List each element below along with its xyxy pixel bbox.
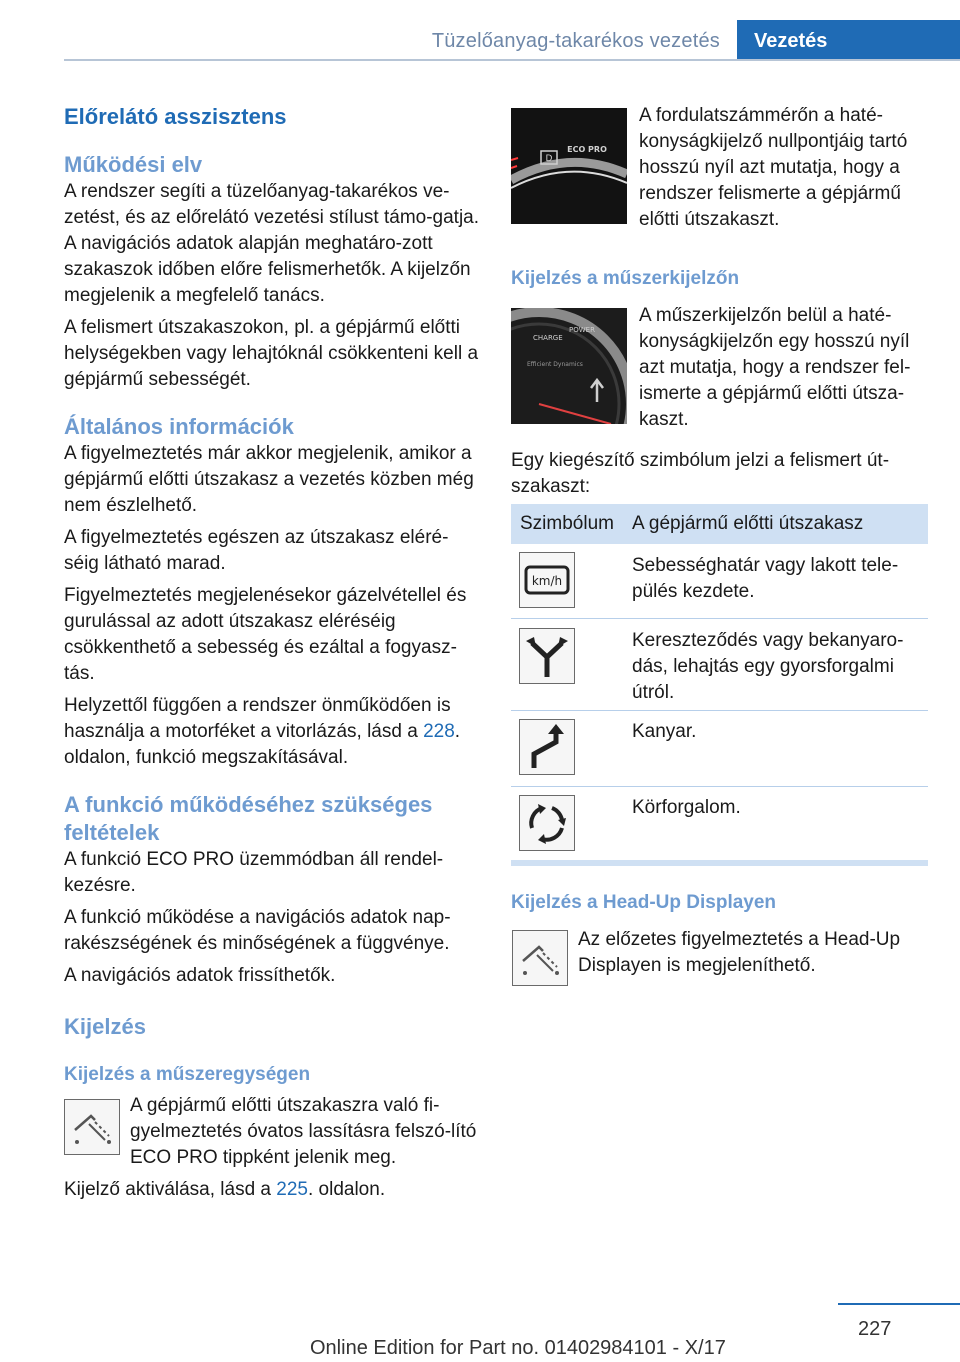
hud-text: Az előzetes figyelmeztetés a Head-Up Displayen is megjeleníthető. bbox=[578, 929, 901, 976]
table-divider bbox=[511, 710, 928, 711]
gauge-efficient-label: Efficient Dynamics bbox=[527, 361, 583, 368]
text: . oldalon. bbox=[307, 1179, 386, 1200]
speed-limit-icon-label: km/h bbox=[531, 574, 563, 588]
gauge-charge-label: CHARGE bbox=[533, 334, 563, 342]
heading-hud: Kijelzés a Head-Up Displayen bbox=[511, 892, 777, 913]
roundabout-icon bbox=[519, 795, 575, 851]
paragraph bbox=[64, 693, 481, 771]
paragraph: A funkció működése a navigációs adatok nap-rakészségének és minőségének a függvénye. bbox=[64, 907, 451, 954]
paragraph: A gépjármű előtti útszakaszra való fi-gyelmeztetés óvatos lassításra felszó-lító ECO PRO tippként jelenik meg. bbox=[130, 1095, 477, 1168]
curve-icon bbox=[519, 719, 575, 775]
eco-pro-tip-icon bbox=[512, 930, 568, 986]
heading-instrument: Kijelzés a műszerkijelzőn bbox=[511, 268, 740, 289]
symbol-intro: Egy kiegészítő szimbólum jelzi a felismert út-szakaszt: bbox=[511, 450, 890, 497]
paragraph: Figyelmeztetés megjelenésekor gázelvétellel és gurulással az adott útszakasz eléréséig csökkenthető a sebesség és ezáltal a fogyasz-tás. bbox=[64, 585, 467, 684]
table-cell: Sebességhatár vagy lakott tele-pülés kezdete. bbox=[632, 555, 899, 602]
table-cell: Kanyar. bbox=[632, 721, 697, 742]
section-title: Előrelátó asszisztens bbox=[64, 104, 287, 129]
table-col-symbol: Szimbólum bbox=[520, 513, 614, 534]
gauge-power-label: POWER bbox=[569, 326, 595, 334]
text: Helyzettől függően a rendszer önműködően is használja a motorféket a vitorlázás, lásd a bbox=[64, 695, 451, 742]
heading-conditions: A funkció működéséhez szükséges feltételek bbox=[64, 792, 433, 845]
instrument-gauge-photo bbox=[511, 308, 627, 424]
table-divider bbox=[511, 618, 928, 619]
tachometer-photo bbox=[511, 108, 627, 224]
left-column bbox=[64, 103, 481, 1209]
text: . oldalon, funkció megszakításával. bbox=[64, 721, 461, 768]
speed-limit-icon bbox=[519, 552, 575, 608]
heading-principle: Működési elv bbox=[64, 152, 203, 177]
header-rule bbox=[64, 59, 960, 61]
footer-rule bbox=[838, 1303, 960, 1305]
page-number: 227 bbox=[858, 1318, 892, 1340]
table-cell: Körforgalom. bbox=[632, 797, 741, 818]
heading-general: Általános információk bbox=[64, 414, 294, 439]
table-header bbox=[511, 504, 928, 544]
paragraph: A navigációs adatok frissíthetők. bbox=[64, 965, 336, 986]
page-link[interactable]: 228 bbox=[423, 721, 455, 742]
table-cell: Kereszteződés vagy bekanyaro-dás, lehajtás egy gyorsforgalmi útról. bbox=[632, 630, 904, 703]
paragraph: A funkció ECO PRO üzemmódban áll rendel-kezésre. bbox=[64, 849, 444, 896]
running-header-section: Tüzelőanyag-takarékos vezetés bbox=[431, 30, 720, 52]
paragraph bbox=[64, 1177, 481, 1203]
instrument-text: A műszerkijelzőn belül a haté-konyságkijelzőn egy hosszú nyíl azt mutatja, hogy a rendszer fel-ismerte a gépjármű előtti útsza-kaszt. bbox=[639, 305, 911, 430]
cluster-block bbox=[64, 1093, 481, 1171]
tacho-text: A fordulatszámmérőn a haté-konyságkijelző nullpontjáig tartó hosszú nyíl azt mutatja, hogy a rendszer felismerte a gépjármű előtti útszakaszt. bbox=[639, 105, 908, 230]
edition-footer: Online Edition for Part no. 01402984101 - X/17 bbox=[310, 1337, 726, 1359]
gear-letter: D bbox=[545, 154, 553, 164]
chapter-tab-label: Vezetés bbox=[754, 30, 828, 52]
page-link[interactable]: 225 bbox=[276, 1179, 308, 1200]
table-col-section: A gépjármű előtti útszakasz bbox=[632, 513, 864, 534]
paragraph: A felismert útszakaszokon, pl. a gépjármű előtti helységekben vagy lehajtóknál csökkenteni kell a gépjármű sebességét. bbox=[64, 317, 479, 390]
eco-pro-label: ECO PRO bbox=[567, 145, 607, 154]
junction-icon bbox=[519, 628, 575, 684]
eco-pro-tip-icon bbox=[64, 1099, 120, 1155]
table-divider bbox=[511, 786, 928, 787]
heading-display: Kijelzés bbox=[64, 1014, 146, 1039]
paragraph: A figyelmeztetés egészen az útszakasz eléré-séig látható marad. bbox=[64, 527, 449, 574]
heading-cluster: Kijelzés a műszeregységen bbox=[64, 1064, 311, 1085]
text: Kijelző aktiválása, lásd a bbox=[64, 1179, 277, 1200]
paragraph: A figyelmeztetés már akkor megjelenik, amikor a gépjármű előtti útszakasz a vezetés közben még nem észlelhető. bbox=[64, 443, 474, 516]
paragraph: A rendszer segíti a tüzelőanyag-takarékos ve-zetést, és az előrelátó vezetési stílust támo-gatja. A navigációs adatok alapján meghatáro-zott szakaszok időben előre felismerhetők. A kijelzőn megjelenik a megfelelő tanács. bbox=[64, 181, 480, 306]
table-end-bar bbox=[511, 860, 928, 866]
chapter-tab bbox=[737, 20, 960, 61]
